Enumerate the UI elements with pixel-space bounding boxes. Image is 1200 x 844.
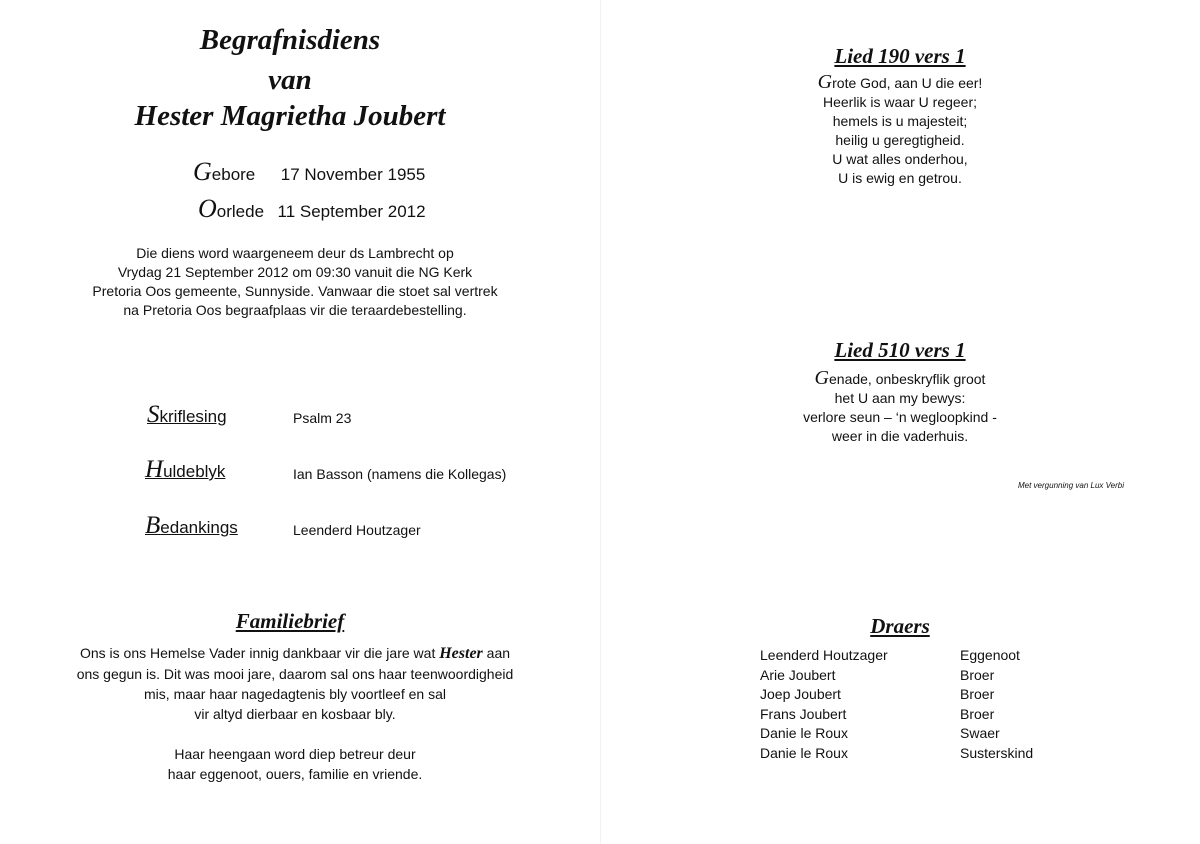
family-letter-line-2: ons gegun is. Dit was mooi jare, daarom sal ons haar teenwoordigheid [76, 666, 514, 682]
pallbearer-row [760, 646, 1033, 666]
family-letter-heading: Familiebrief [235, 609, 345, 633]
pallbearer-relation: Broer [960, 686, 995, 702]
programme-value-scripture: Psalm 23 [293, 410, 352, 426]
hymn-2-line-1: Genade, onbeskryflik groot [814, 367, 986, 389]
programme-value-tribute: Ian Basson (namens die Kollegas) [293, 466, 507, 482]
family-letter-line-4: vir altyd dierbaar en kosbaar bly. [194, 706, 396, 722]
programme-label-scripture: Skriflesing [147, 401, 227, 428]
hymn-1-line: U is ewig en getrou. [838, 170, 962, 186]
service-line-2: Vrydag 21 September 2012 om 09:30 vanuit die NG Kerk [117, 264, 473, 280]
pallbearer-row [760, 744, 1033, 764]
family-letter-body [55, 643, 535, 784]
service-line-4: na Pretoria Oos begraafplaas vir die teraardebestelling. [123, 302, 467, 318]
pallbearer-row [760, 705, 1033, 725]
pallbearer-relation: Broer [960, 666, 995, 683]
family-letter-name: Hester [439, 645, 483, 662]
pallbearer-relation: Eggenoot [960, 647, 1020, 663]
title-line-1: Begrafnisdiens [199, 24, 381, 56]
family-letter-line-1: Ons is ons Hemelse Vader innig dankbaar vir die jare wat Hester aan [79, 645, 511, 662]
born-date: 17 November 1955 [280, 165, 426, 184]
pallbearer-relation: Susterskind [960, 744, 1034, 761]
hymn-2-verse [770, 369, 1030, 446]
pallbearer-row [760, 724, 1033, 744]
hymn-2-title: Lied 510 vers 1 [834, 338, 966, 362]
copyright-credit: Met vergunning van Lux Verbi [1018, 481, 1124, 490]
born-label: ebore [211, 165, 256, 184]
hymn-1-line-1: Grote God, aan U die eer! [817, 71, 983, 93]
pallbearer-name: Leenderd Houtzager [760, 647, 888, 663]
pallbearer-name: Joep Joubert [760, 686, 841, 702]
page-fold [600, 0, 601, 844]
pallbearer-name: Arie Joubert [760, 666, 836, 683]
hymn-1-line: hemels is u majesteit; [832, 113, 968, 129]
pallbearer-row [760, 685, 1033, 705]
born-row [193, 157, 425, 187]
died-label: orlede [216, 202, 265, 221]
family-letter-line-5: Haar heengaan word diep betreur deur [174, 746, 416, 762]
pallbearer-name: Frans Joubert [760, 705, 847, 722]
hymn-2-line: verlore seun – ‘n wegloopkind - [803, 409, 997, 425]
pallbearer-name: Danie le Roux [760, 744, 848, 761]
pallbearer-name: Danie le Roux [760, 725, 848, 741]
hymn-1-line: U wat alles onderhou, [832, 151, 968, 167]
died-row [198, 194, 426, 224]
pallbearer-row [760, 666, 1033, 686]
family-letter-line-6: haar eggenoot, ouers, familie en vriende. [167, 766, 423, 782]
family-letter-line-3: mis, maar haar nagedagtenis bly voortleef en sal [144, 686, 446, 702]
hymn-1-line: heilig u geregtigheid. [835, 132, 965, 148]
died-date: 11 September 2012 [277, 202, 426, 221]
pallbearers-heading: Draers [870, 614, 930, 638]
died-initial: O [198, 194, 217, 223]
deceased-name: Hester Magrietha Joubert [134, 100, 446, 132]
title-line-2: van [268, 64, 312, 96]
hymn-2-line: weer in die vaderhuis. [831, 428, 969, 444]
programme-value-thanks: Leenderd Houtzager [293, 522, 421, 538]
pallbearer-relation: Broer [960, 705, 995, 722]
programme-label-tribute: Huldeblyk [145, 456, 226, 483]
service-details [60, 244, 530, 320]
service-line-3: Pretoria Oos gemeente, Sunnyside. Vanwaar die stoet sal vertrek [92, 283, 498, 299]
pallbearer-relation: Swaer [960, 725, 1000, 741]
hymn-2-line: het U aan my bewys: [834, 390, 966, 406]
hymn-1-line: Heerlik is waar U regeer; [822, 94, 978, 110]
pallbearers-list [760, 646, 1033, 763]
service-line-1: Die diens word waargeneem deur ds Lambrecht op [136, 245, 454, 261]
hymn-1-verse [780, 73, 1020, 188]
hymn-1-title: Lied 190 vers 1 [834, 44, 966, 68]
programme-label-thanks: Bedankings [145, 512, 238, 539]
born-initial: G [193, 157, 212, 186]
